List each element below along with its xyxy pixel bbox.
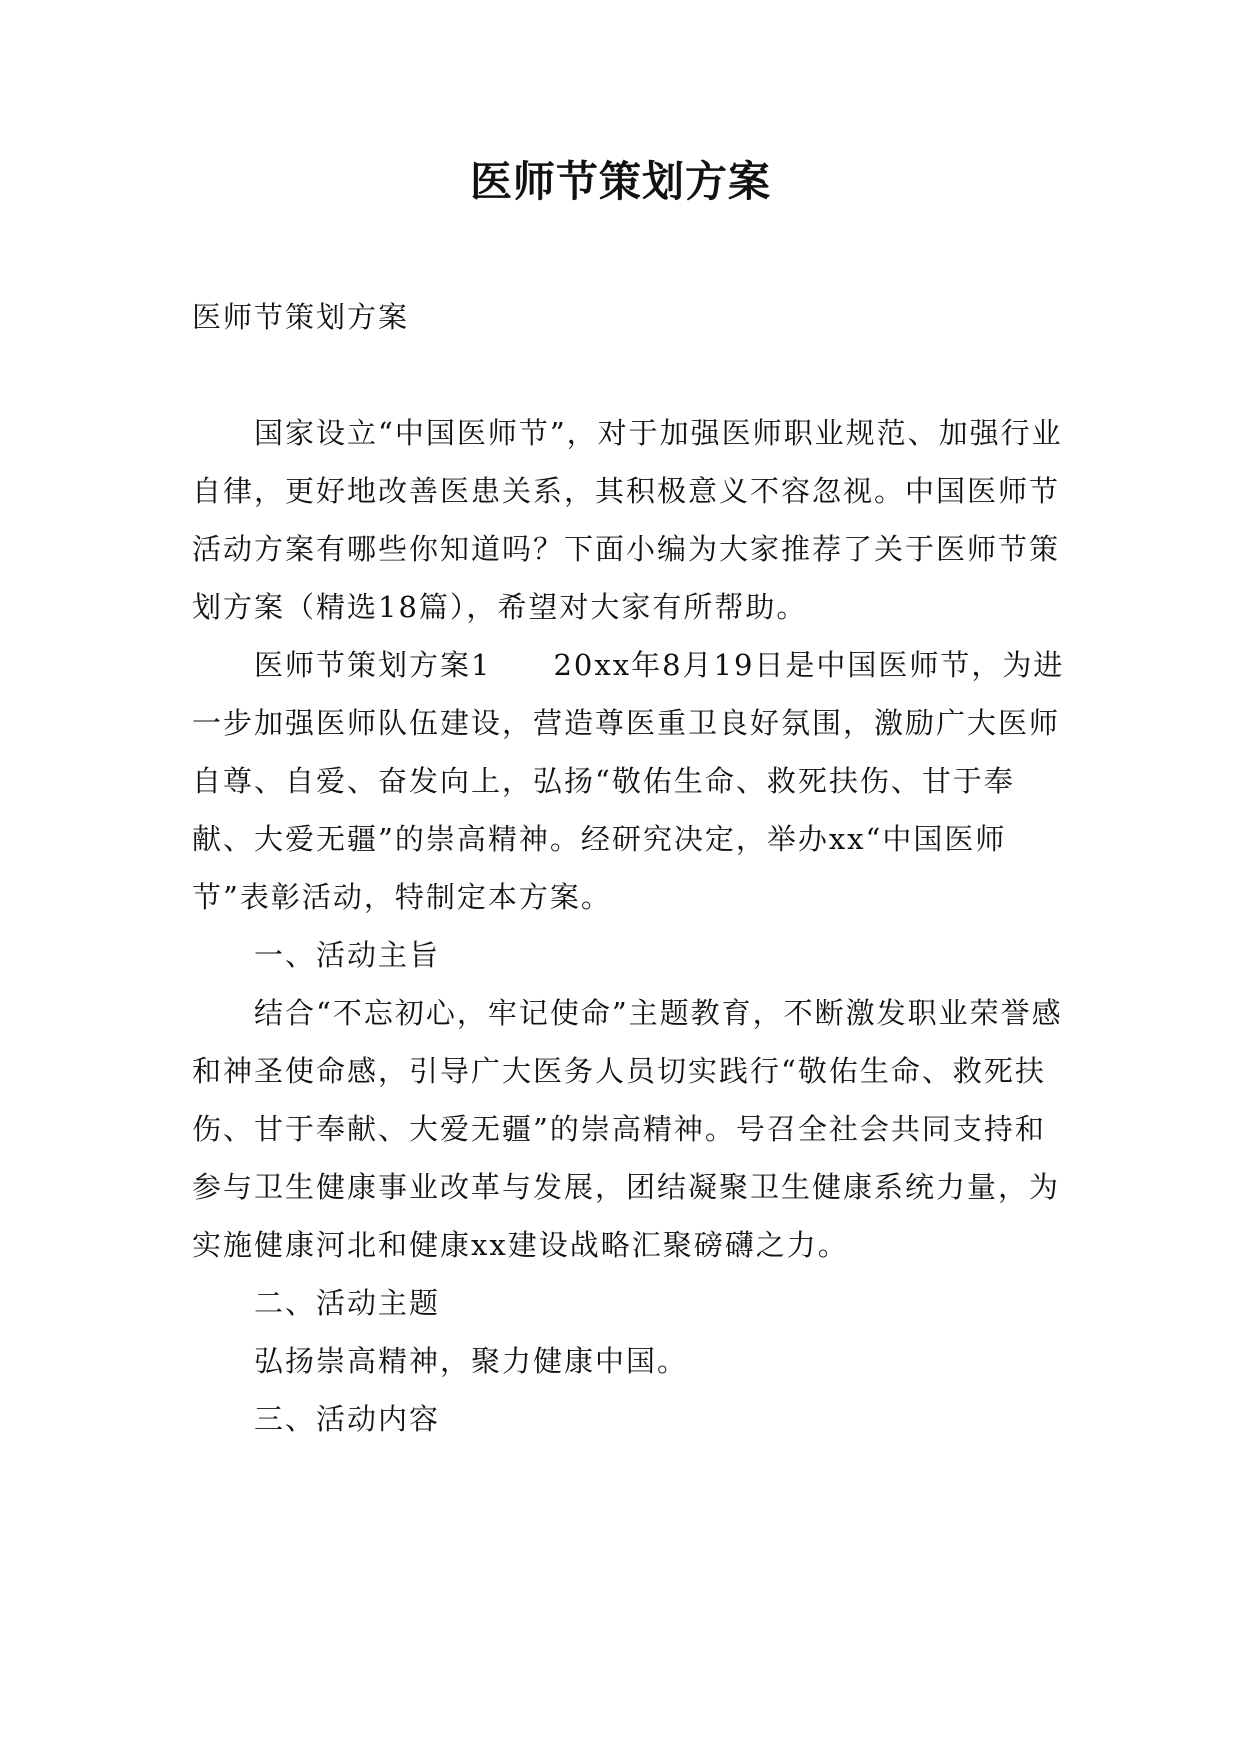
section1-text: 20xx年8月19日是中国医师节，为进一步加强医师队伍建设，营造尊医重卫良好氛围，激励广大医师自尊、自爱、奋发向上，弘扬“敬佑生命、救死扶伤、甘于奉献、大爱无疆”的崇高精神。经研究决定，举办xx“中国医师节”表彰活动，特制定本方案。: [192, 648, 1065, 914]
document-title: 医师节策划方案: [469, 157, 771, 206]
document-body: [192, 288, 1072, 1448]
section1-paragraph: [192, 636, 1072, 926]
purpose-paragraph: 结合“不忘初心，牢记使命”主题教育，不断激发职业荣誉感和神圣使命感，引导广大医务人员切实践行“敬佑生命、救死扶伤、甘于奉献、大爱无疆”的崇高精神。号召全社会共同支持和参与卫生健康事业改革与发展，团结凝聚卫生健康系统力量，为实施健康河北和健康xx建设战略汇聚磅礴之力。: [192, 996, 1063, 1262]
heading-content: 三、活动内容: [254, 1402, 441, 1436]
heading-purpose: 一、活动主旨: [254, 938, 441, 972]
heading-theme: 二、活动主题: [254, 1286, 441, 1320]
section1-label: 医师节策划方案1: [254, 648, 492, 682]
document-subtitle: 医师节策划方案: [192, 300, 410, 334]
theme-paragraph: 弘扬崇高精神，聚力健康中国。: [254, 1344, 689, 1378]
intro-paragraph: 国家设立“中国医师节”，对于加强医师职业规范、加强行业自律，更好地改善医患关系，其积极意义不容忽视。中国医师节活动方案有哪些你知道吗？下面小编为大家推荐了关于医师节策划方案（精选18篇），希望对大家有所帮助。: [192, 416, 1063, 624]
